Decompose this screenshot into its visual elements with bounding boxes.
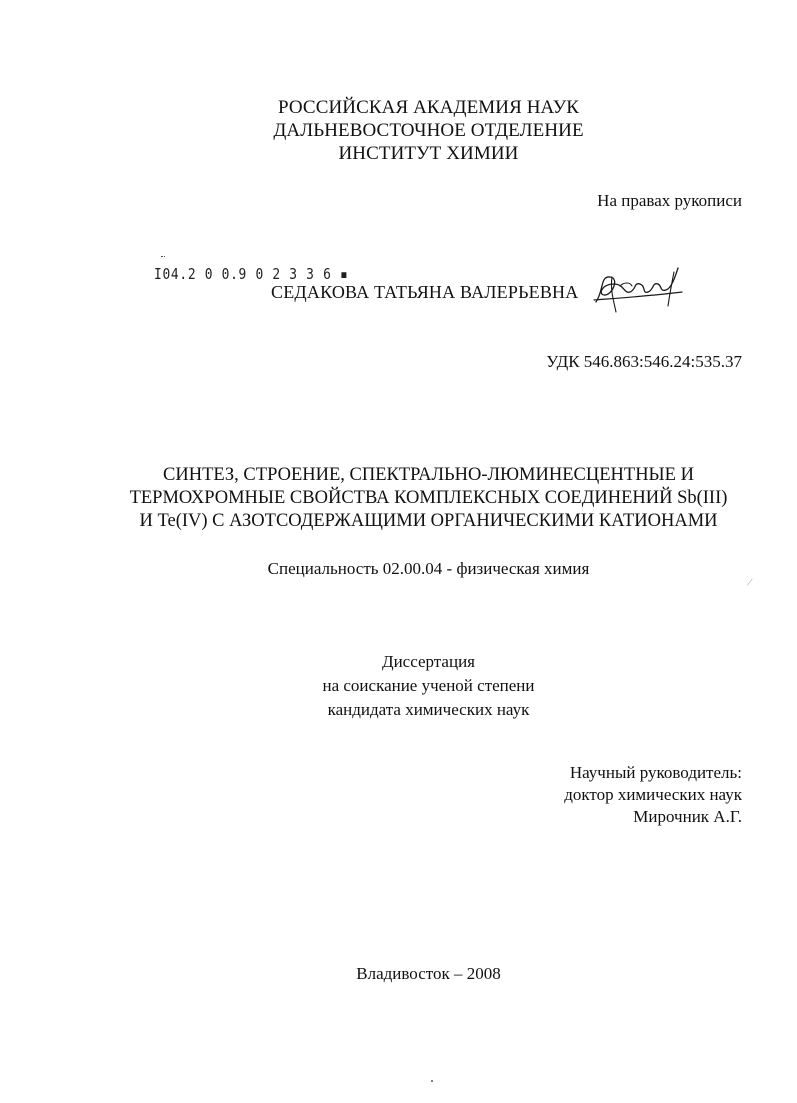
institution-header [30, 96, 797, 165]
udc-code: УДК 546.863:546.24:535.37 [546, 352, 742, 371]
author-name: СЕДАКОВА ТАТЬЯНА ВАЛЕРЬЕВНА [271, 282, 579, 302]
degree-line: на соискание ученой степени [322, 676, 535, 695]
manuscript-note: На правах рукописи [597, 191, 742, 210]
supervisor-block [564, 762, 742, 828]
place-and-year: Владивосток – 2008 [356, 964, 501, 983]
header-line: ИНСТИТУТ ХИМИИ [338, 143, 519, 164]
registration-stamp-number: I04.2 0 0.9 0 2 3 3 6 ▪ [154, 265, 349, 283]
specialty: Специальность 02.00.04 - физическая химия [267, 559, 590, 578]
degree-line: Диссертация [381, 652, 475, 671]
header-line: ДАЛЬНЕВОСТОЧНОЕ ОТДЕЛЕНИЕ [273, 120, 584, 141]
supervisor-line: Научный руководитель: [569, 763, 742, 782]
header-line: РОССИЙСКАЯ АКАДЕМИЯ НАУК [277, 97, 580, 118]
author-signature [590, 262, 684, 314]
supervisor-line: Мирочник А.Г. [633, 807, 742, 826]
degree-statement [30, 650, 797, 722]
title-line: И Te(IV) С АЗОТСОДЕРЖАЩИМИ ОРГАНИЧЕСКИМИ КАТИОНАМИ [139, 511, 718, 531]
scan-dust-dot [431, 1080, 433, 1082]
supervisor-line: доктор химических наук [564, 785, 742, 804]
dissertation-title [30, 464, 797, 533]
degree-line: кандидата химических наук [327, 700, 530, 719]
title-line: СИНТЕЗ, СТРОЕНИЕ, СПЕКТРАЛЬНО-ЛЮМИНЕСЦЕНТНЫЕ И [163, 465, 694, 485]
stamp-tick-mark [161, 256, 165, 262]
margin-scratch-mark: / [746, 574, 754, 590]
title-line: ТЕРМОХРОМНЫЕ СВОЙСТВА КОМПЛЕКСНЫХ СОЕДИНЕНИЙ Sb(III) [129, 488, 728, 508]
